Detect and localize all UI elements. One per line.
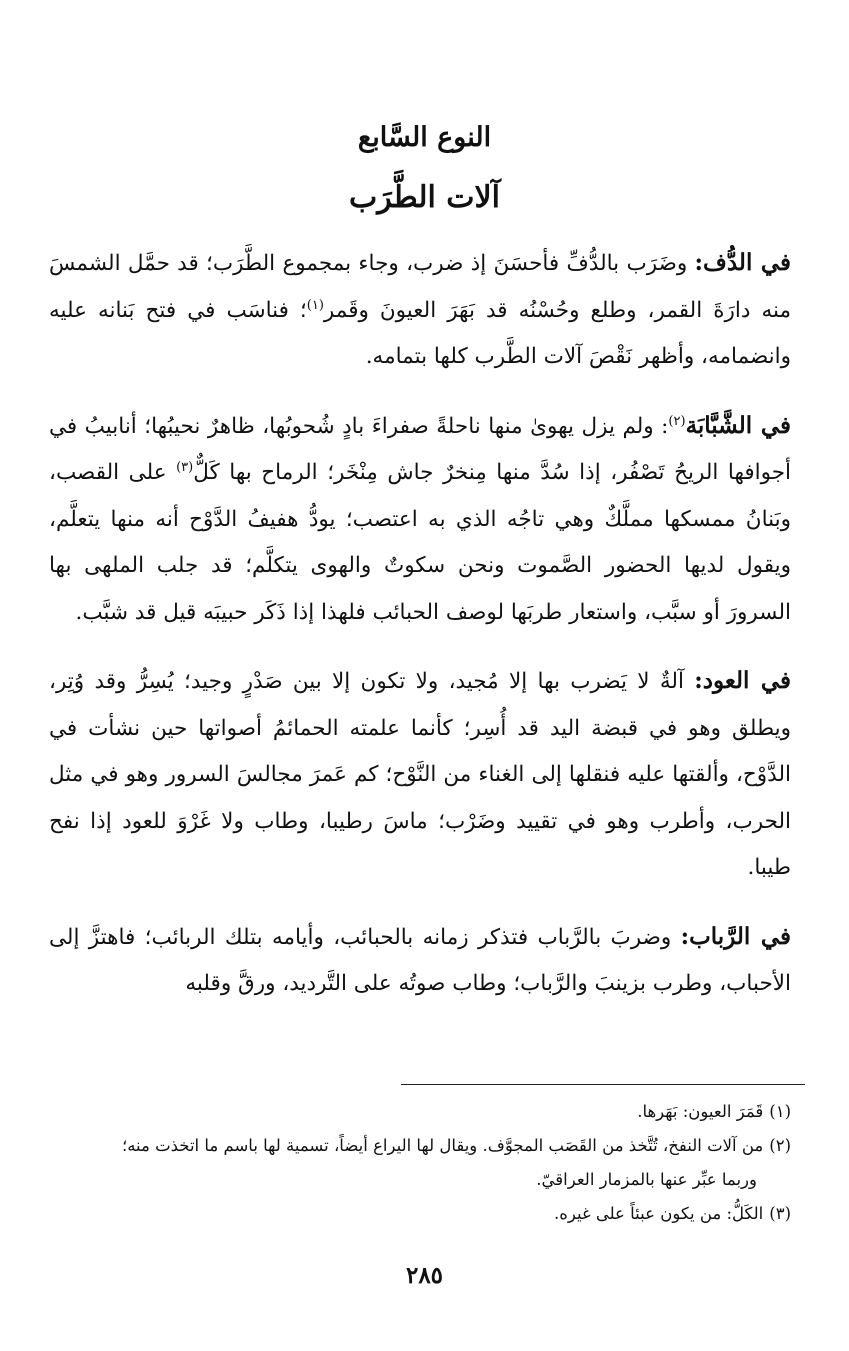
paragraph-daff bbox=[49, 240, 791, 381]
paragraph-text: وضربَ بالرَّباب فتذكر زمانه بالحبائب، وأيامه بتلك الربائب؛ فاهتزَّ إلى الأحباب، وطرب بزينبَ والرَّباب؛ وطاب صوتُه على التَّرديد، ورقَّ وقلبه bbox=[49, 924, 791, 996]
paragraph-shabbaba bbox=[49, 403, 791, 637]
paragraph-text: وضَرَب بالدُّفِّ فأحسَنَ إذ ضرب، وجاء بمجموع الطَّرَب؛ قد حمَّل الشمسَ منه دارَةَ القمر، وطلع وحُسْنُه قد بَهَرَ العيونَ وقَمر bbox=[49, 251, 791, 323]
paragraph-lead: في الدُّف: bbox=[694, 249, 791, 276]
paragraph-text: ؛ فناسَب في فتح بَنانه عليه وانضمامه، وأظهر نَقْصَ آلات الطَّرب كلها بتمامه. bbox=[49, 297, 791, 369]
footnotes bbox=[49, 1095, 791, 1231]
chapter-title: النوع السَّابع bbox=[357, 122, 492, 153]
footnote-2-continuation: وربما عبِّر عنها بالمزمار العراقيّ. bbox=[536, 1170, 757, 1189]
footnote-text: من آلات النفخ، تُتَّخذ من القَصَب المجوَّف. ويقال لها اليراع أيضاً، تسمية لها باسم ما اتخذت منه؛ bbox=[121, 1136, 764, 1155]
footnote-2 bbox=[49, 1129, 791, 1163]
paragraph-lead: في الرَّباب: bbox=[680, 922, 791, 950]
footnote-ref: (١) bbox=[306, 297, 324, 313]
footnote-ref: (٣) bbox=[176, 459, 194, 475]
footnote-text: الكَلُّ: من يكون عبئاً على غيره. bbox=[554, 1204, 764, 1223]
paragraph-text: آلةٌ لا يَضرب بها إلا مُجيد، ولا تكون إلا بين صَدْرٍ وجيد؛ يُسِرُّ وقد وُتِر، ويطلق وهو في قبضة اليد قد أُسِر؛ كأنما علمته الحمائمُ أصواتها حين نشأت في الدَّوْح، وألقتها عليه فنقلها إلى الغناء من النَّوْح؛ كم عَمرَ مجالسَ السرور وهو في مثل الحرب، وأطرب وهو في تقييد وضَرْب؛ ماسَ رطيبا، وطاب ولا غَرْوَ للعود إذا نفح طيبا. bbox=[49, 669, 791, 880]
paragraph-rabab bbox=[49, 914, 791, 1008]
paragraph-text: : ولم يزل يهوىٰ منها ناحلةً صفراءَ بادٍ شُحوبُها، ظاهرٌ نحيبُها؛ أنابيبُ في أجوافها الريحُ تَصْفُر، إذا سُدَّ منها مِنخرٌ جاش مِنْخَر؛ الرماح بها كَلٌّ bbox=[49, 413, 791, 485]
footnote-divider bbox=[401, 1084, 805, 1085]
section-title: آلات الطَّرَب bbox=[348, 180, 500, 215]
paragraph-text: على القصب، وبَنانُ ممسكها مملَّكٌ وهي تاجُه الذي به اعتصب؛ يودُّ هفيفُ الدَّوْح أنه منها يتعلَّم، ويقول لديها الحضور الصَّموت ونحن سكوتٌ والهوى يتكلَّم؛ قد جلب الملهى بها السرورَ أو سبَّب، واستعار طربَها لوصف الحبائب فلهذا إذا ذَكَر حبيبَه قيل قد شبَّب. bbox=[49, 460, 791, 625]
paragraph-oud bbox=[49, 658, 791, 892]
paragraph-lead: في الشَّبَّابَة bbox=[685, 411, 791, 439]
footnote-ref: (٢) bbox=[668, 413, 686, 429]
footnote-number: (٢) bbox=[769, 1136, 791, 1155]
footnote-text: قَمَرَ العيون: بَهَرها. bbox=[637, 1102, 764, 1121]
page-number: ٢٨٥ bbox=[405, 1262, 444, 1289]
paragraph-lead: في العود: bbox=[694, 667, 792, 694]
footnote-1 bbox=[49, 1095, 791, 1129]
footnote-3 bbox=[49, 1197, 791, 1231]
footnote-number: (٣) bbox=[769, 1204, 791, 1223]
footnote-number: (١) bbox=[769, 1102, 791, 1121]
body-text bbox=[49, 240, 791, 1008]
